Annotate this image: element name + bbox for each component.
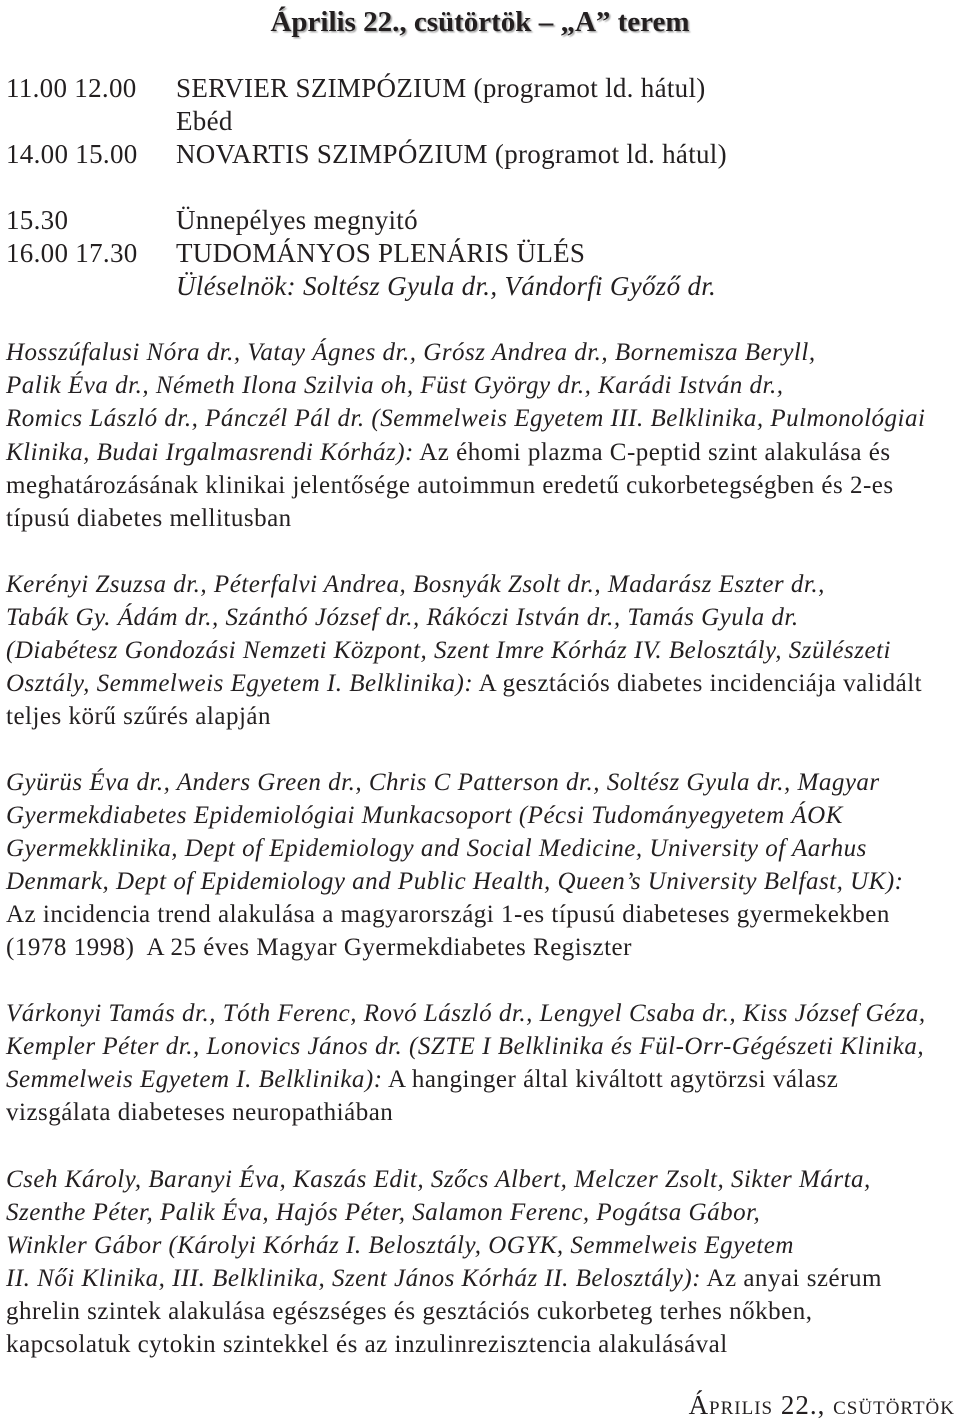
abstract-title-text: Az éhomi plazma C-peptid szint alakulása és	[413, 438, 891, 466]
abstract-title-text: Az incidencia trend alakulása a magyarországi 1-es típusú diabeteses gyermekekben	[6, 901, 890, 929]
schedule-label: Ebéd	[176, 106, 233, 137]
abstract-line	[6, 799, 956, 832]
abstract-authors-text: Semmelweis Egyetem I. Belklinika):	[6, 1066, 383, 1094]
abstract-authors-text: Cseh Károly, Baranyi Éva, Kaszás Edit, Szőcs Albert, Melczer Zsolt, Sikter Márta,	[6, 1165, 871, 1193]
abstract-line	[6, 997, 956, 1030]
abstract-authors-text: Osztály, Semmelweis Egyetem I. Belklinika):	[6, 669, 474, 697]
schedule-time: 11.00 12.00	[6, 73, 137, 103]
abstract-authors-text: Gyermekklinika, Dept of Epidemiology and Social Medicine, University of Aarhus	[6, 835, 867, 863]
schedule-row	[6, 105, 956, 138]
abstract-line	[6, 1030, 956, 1063]
abstract-entry	[6, 997, 956, 1129]
schedule-row	[6, 138, 956, 171]
abstract-title-text: Az anyai szérum	[701, 1264, 882, 1292]
abstract-line	[6, 469, 956, 502]
abstract-line	[6, 402, 956, 435]
abstract-entry	[6, 336, 956, 534]
abstract-title-text: típusú diabetes mellitusban	[6, 504, 292, 532]
abstract-authors-text: Gyermekdiabetes Epidemiológiai Munkacsoport (Pécsi Tudományegyetem ÁOK	[6, 802, 843, 830]
abstract-line	[6, 1295, 956, 1328]
abstract-line	[6, 634, 956, 667]
schedule-label: NOVARTIS SZIMPÓZIUM (programot ld. hátul)	[176, 139, 727, 170]
abstract-list	[6, 336, 956, 1360]
abstract-title-text: meghatározásának klinikai jelentősége autoimmun eredetű cukorbetegségben és 2-es	[6, 471, 894, 499]
abstract-line	[6, 1163, 956, 1196]
abstract-line	[6, 1328, 956, 1361]
abstract-title-text: teljes körű szűrés alapján	[6, 702, 271, 730]
abstract-authors-text: Várkonyi Tamás dr., Tóth Ferenc, Rovó László dr., Lengyel Csaba dr., Kiss József Géza,	[6, 1000, 926, 1028]
abstract-authors-text: Hosszúfalusi Nóra dr., Vatay Ágnes dr., Grósz Andrea dr., Bornemisza Beryll,	[6, 339, 816, 367]
schedule-label: Ünnepélyes megnyitó	[176, 205, 418, 236]
schedule-row	[6, 204, 956, 237]
abstract-line	[6, 1196, 956, 1229]
abstract-authors-text: Gyürüs Éva dr., Anders Green dr., Chris C Patterson dr., Soltész Gyula dr., Magyar	[6, 768, 880, 796]
schedule-row	[6, 270, 956, 303]
schedule-label: SERVIER SZIMPÓZIUM (programot ld. hátul)	[176, 73, 706, 103]
session-chairs: Üléselnök: Soltész Gyula dr., Vándorfi Győző dr.	[176, 271, 717, 302]
abstract-authors-text: Palik Éva dr., Németh Ilona Szilvia oh, Füst György dr., Karádi István dr.,	[6, 372, 784, 400]
abstract-authors-text: Klinika, Budai Irgalmasrendi Kórház):	[6, 438, 414, 466]
abstract-authors-text: Denmark, Dept of Epidemiology and Public Health, Queen’s University Belfast, UK):	[6, 868, 904, 896]
abstract-line	[6, 898, 956, 931]
page-footer: Április 22., csütörtök	[688, 1390, 955, 1420]
abstract-entry	[6, 568, 956, 733]
abstract-title-text: (1978 1998) A 25 éves Magyar Gyermekdiabetes Regiszter	[6, 934, 632, 962]
page-title: Április 22., csütörtök – „A” terem	[270, 6, 690, 38]
abstract-line	[6, 369, 956, 402]
abstract-title-text: A gesztációs diabetes incidenciája validált	[473, 669, 923, 697]
abstract-line	[6, 832, 956, 865]
abstract-authors-text: Szenthe Péter, Palik Éva, Hajós Péter, Salamon Ferenc, Pogátsa Gábor,	[6, 1198, 761, 1226]
schedule-label: TUDOMÁNYOS PLENÁRIS ÜLÉS	[176, 238, 586, 269]
schedule	[6, 72, 956, 303]
abstract-line	[6, 502, 956, 535]
abstract-line	[6, 766, 956, 799]
abstract-authors-text: II. Női Klinika, III. Belklinika, Szent János Kórház II. Belosztály):	[6, 1264, 702, 1292]
schedule-row	[6, 237, 956, 270]
schedule-time: 16.00 17.30	[6, 238, 138, 269]
abstract-entry	[6, 1163, 956, 1361]
abstract-authors-text: (Diabétesz Gondozási Nemzeti Központ, Szent Imre Kórház IV. Belosztály, Szülészeti	[6, 636, 891, 664]
abstract-line	[6, 1262, 956, 1295]
abstract-line	[6, 700, 956, 733]
abstract-title-text: A hanginger által kiváltott agytörzsi válasz	[382, 1066, 839, 1094]
abstract-line	[6, 336, 956, 369]
abstract-line	[6, 931, 956, 964]
abstract-authors-text: Kempler Péter dr., Lonovics János dr. (SZTE I Belklinika és Fül-Orr-Gégészeti Klinika,	[6, 1033, 925, 1061]
abstract-title-text: ghrelin szintek alakulása egészséges és gesztációs cukorbeteg terhes nőkben,	[6, 1297, 813, 1325]
abstract-line	[6, 667, 956, 700]
abstract-title-text: vizsgálata diabeteses neuropathiában	[6, 1099, 394, 1127]
abstract-authors-text: Kerényi Zsuzsa dr., Péterfalvi Andrea, Bosnyák Zsolt dr., Madarász Eszter dr.,	[6, 570, 825, 598]
abstract-authors-text: Winkler Gábor (Károlyi Kórház I. Belosztály, OGYK, Semmelweis Egyetem	[6, 1231, 794, 1259]
abstract-line	[6, 436, 956, 469]
schedule-time: 15.30	[6, 205, 69, 236]
abstract-authors-text: Romics László dr., Pánczél Pál dr. (Semmelweis Egyetem III. Belklinika, Pulmonológiai	[6, 405, 926, 433]
abstract-line	[6, 601, 956, 634]
schedule-time: 14.00 15.00	[6, 139, 138, 170]
program-content	[6, 72, 956, 1361]
abstract-title-text: kapcsolatuk cytokin szintekkel és az inzulinrezisztencia alakulásával	[6, 1330, 728, 1358]
abstract-entry	[6, 766, 956, 964]
abstract-line	[6, 568, 956, 601]
abstract-line	[6, 865, 956, 898]
abstract-line	[6, 1063, 956, 1096]
abstract-line	[6, 1096, 956, 1129]
schedule-row	[6, 72, 956, 105]
abstract-authors-text: Tabák Gy. Ádám dr., Szánthó József dr., Rákóczi István dr., Tamás Gyula dr.	[6, 603, 799, 631]
abstract-line	[6, 1229, 956, 1262]
